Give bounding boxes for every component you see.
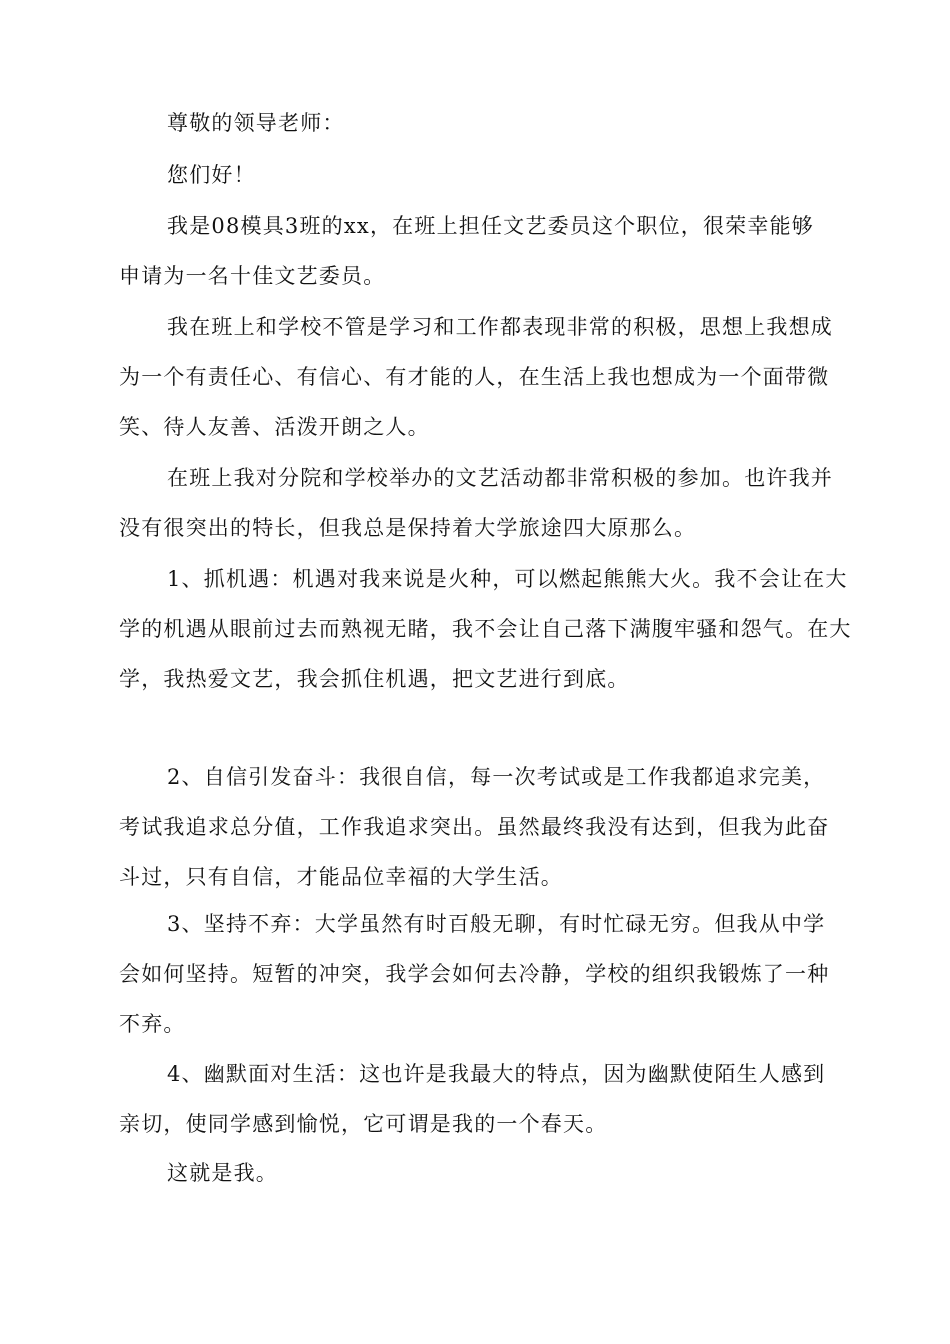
list-item: 2、自信引发奋斗：我很自信，每一次考试或是工作我都追求完美，考试我追求总分值，工作我追求突出。虽然最终我没有达到，但我为此奋斗过，只有自信，才能品位幸福的大学生活。 bbox=[119, 765, 830, 889]
greeting: 您们好！ bbox=[167, 163, 256, 187]
activity-paragraph: 在班上我对分院和学校举办的文艺活动都非常积极的参加。也许我并没有很突出的特长，但我总是保持着大学旅途四大原那么。 bbox=[119, 466, 833, 540]
list-item: 3、坚持不弃：大学虽然有时百般无聊，有时忙碌无穷。但我从中学会如何坚持。短暂的冲突，我学会如何去冷静，学校的组织我锻炼了一种不弃。 bbox=[119, 912, 830, 1036]
list-item: 4、幽默面对生活：这也许是我最大的特点，因为幽默使陌生人感到亲切，使同学感到愉悦，它可谓是我的一个春天。 bbox=[119, 1062, 826, 1136]
thought-paragraph: 我在班上和学校不管是学习和工作都表现非常的积极，思想上我想成为一个有责任心、有信心、有才能的人，在生活上我也想成为一个面带微笑、待人友善、活泼开朗之人。 bbox=[119, 315, 833, 439]
list-item: 1、抓机遇：机遇对我来说是火种，可以燃起熊熊大火。我不会让在大学的机遇从眼前过去而熟视无睹，我不会让自己落下满腹牢骚和怨气。在大学，我热爱文艺，我会抓住机遇，把文艺进行到底。 bbox=[119, 567, 852, 691]
closing-line: 这就是我。 bbox=[167, 1161, 278, 1185]
salutation: 尊敬的领导老师： bbox=[167, 111, 345, 135]
intro-paragraph: 我是08模具3班的xx，在班上担任文艺委员这个职位，很荣幸能够申请为一名十佳文艺委员。 bbox=[119, 214, 814, 288]
